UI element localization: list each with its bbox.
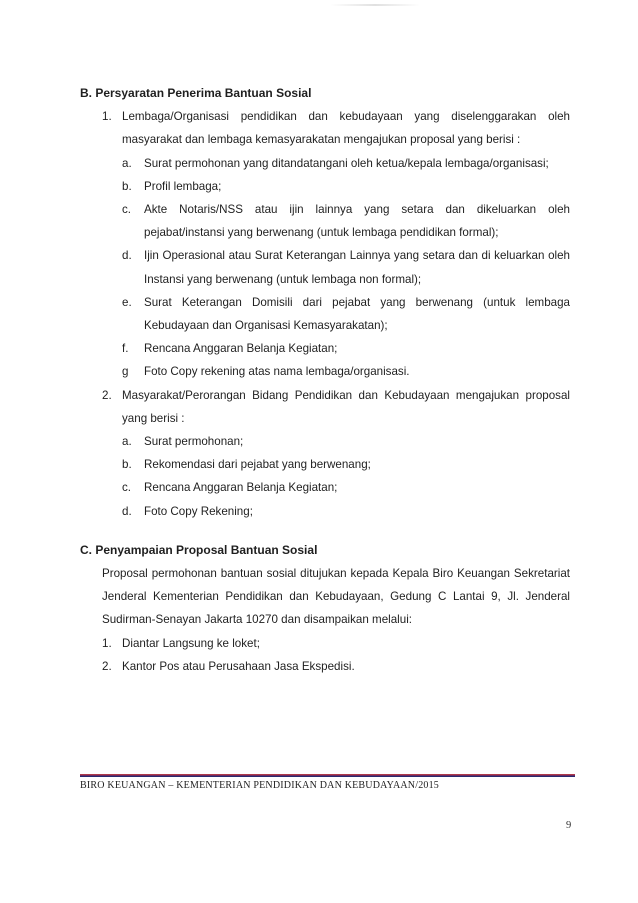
sub-list-letter: b. xyxy=(122,458,132,472)
sub-list-text: Rekomendasi dari pejabat yang berwenang; xyxy=(144,458,371,472)
sub-list-item xyxy=(122,244,570,290)
sub-list-letter: d. xyxy=(122,249,132,263)
sub-list-letter: c. xyxy=(122,481,132,495)
sub-list-text: Profil lembaga; xyxy=(144,179,222,193)
page-footer xyxy=(80,774,575,791)
list-number: 1. xyxy=(102,636,112,650)
footer-rule xyxy=(80,774,575,777)
sub-list-text: Rencana Anggaran Belanja Kegiatan; xyxy=(144,342,338,356)
list-text: Lembaga/Organisasi pendidikan dan kebudayaan yang diselenggarakan oleh masyarakat dan lembaga kemasyarakatan mengajukan proposal yang berisi : xyxy=(122,110,570,147)
sub-list-item xyxy=(122,175,570,198)
list-number: 2. xyxy=(102,388,112,402)
sub-list-item xyxy=(122,476,570,499)
section-b-heading: B. Persyaratan Penerima Bantuan Sosial xyxy=(80,86,312,100)
list-item xyxy=(102,384,570,430)
sub-list-item xyxy=(122,453,570,476)
sub-list-item xyxy=(122,360,570,383)
page-number: 9 xyxy=(566,820,572,831)
sub-list-letter: a. xyxy=(122,156,132,170)
list-item xyxy=(102,105,570,151)
section-c-paragraph: Proposal permohonan bantuan sosial ditujukan kepada Kepala Biro Keuangan Sekretariat Jenderal Kementerian Pendidikan dan Kebudayaan, Gedung C Lantai 9, Jl. Jenderal Sudirman-Senayan Jakarta 10270 dan disampaikan melalui: xyxy=(102,567,570,627)
sub-list-text: Surat permohonan yang ditandatangani oleh ketua/kepala lembaga/organisasi; xyxy=(144,156,549,170)
list-number: 2. xyxy=(102,659,112,673)
sub-list-item xyxy=(122,430,570,453)
sub-list-item xyxy=(122,152,570,175)
sub-list-letter: g xyxy=(122,365,129,379)
sub-list-letter: c. xyxy=(122,203,132,217)
list-text: Kantor Pos atau Perusahaan Jasa Ekspedisi. xyxy=(122,659,355,673)
sub-list-item xyxy=(122,337,570,360)
sub-list-text: Foto Copy rekening atas nama lembaga/organisasi. xyxy=(144,365,410,379)
sub-list-text: Surat permohonan; xyxy=(144,435,244,449)
list-number: 1. xyxy=(102,110,112,124)
sub-list-text: Surat Keterangan Domisili dari pejabat yang berwenang (untuk lembaga Kebudayaan dan Organisasi Kemasyarakatan); xyxy=(144,295,570,333)
sub-list-text: Foto Copy Rekening; xyxy=(144,504,253,518)
sub-list-item xyxy=(122,291,570,337)
section-c-heading: C. Penyampaian Proposal Bantuan Sosial xyxy=(80,542,318,557)
sub-list-item xyxy=(122,198,570,244)
list-item xyxy=(102,632,570,655)
sub-list-letter: f. xyxy=(122,342,129,356)
sub-list-item xyxy=(122,500,570,523)
sub-list-text: Ijin Operasional atau Surat Keterangan Lainnya yang setara dan di keluarkan oleh Instansi yang berwenang (untuk lembaga non formal); xyxy=(144,249,570,286)
page-content xyxy=(80,82,570,678)
list-text: Masyarakat/Perorangan Bidang Pendidikan dan Kebudayaan mengajukan proposal yang berisi : xyxy=(122,388,570,425)
sub-list-letter: a. xyxy=(122,435,132,449)
sub-list-text: Akte Notaris/NSS atau ijin lainnya yang setara dan dikeluarkan oleh pejabat/instansi yang berwenang (untuk lembaga pendidikan formal); xyxy=(144,203,570,240)
list-item xyxy=(102,655,570,678)
list-text: Diantar Langsung ke loket; xyxy=(122,636,260,650)
sub-list-letter: e. xyxy=(122,295,132,309)
sub-list-letter: d. xyxy=(122,504,132,518)
sub-list-letter: b. xyxy=(122,179,132,193)
footer-text: BIRO KEUANGAN – KEMENTERIAN PENDIDIKAN DAN KEBUDAYAAN/2015 xyxy=(80,780,439,791)
scan-artifact xyxy=(330,4,420,6)
sub-list-text: Rencana Anggaran Belanja Kegiatan; xyxy=(144,481,338,495)
